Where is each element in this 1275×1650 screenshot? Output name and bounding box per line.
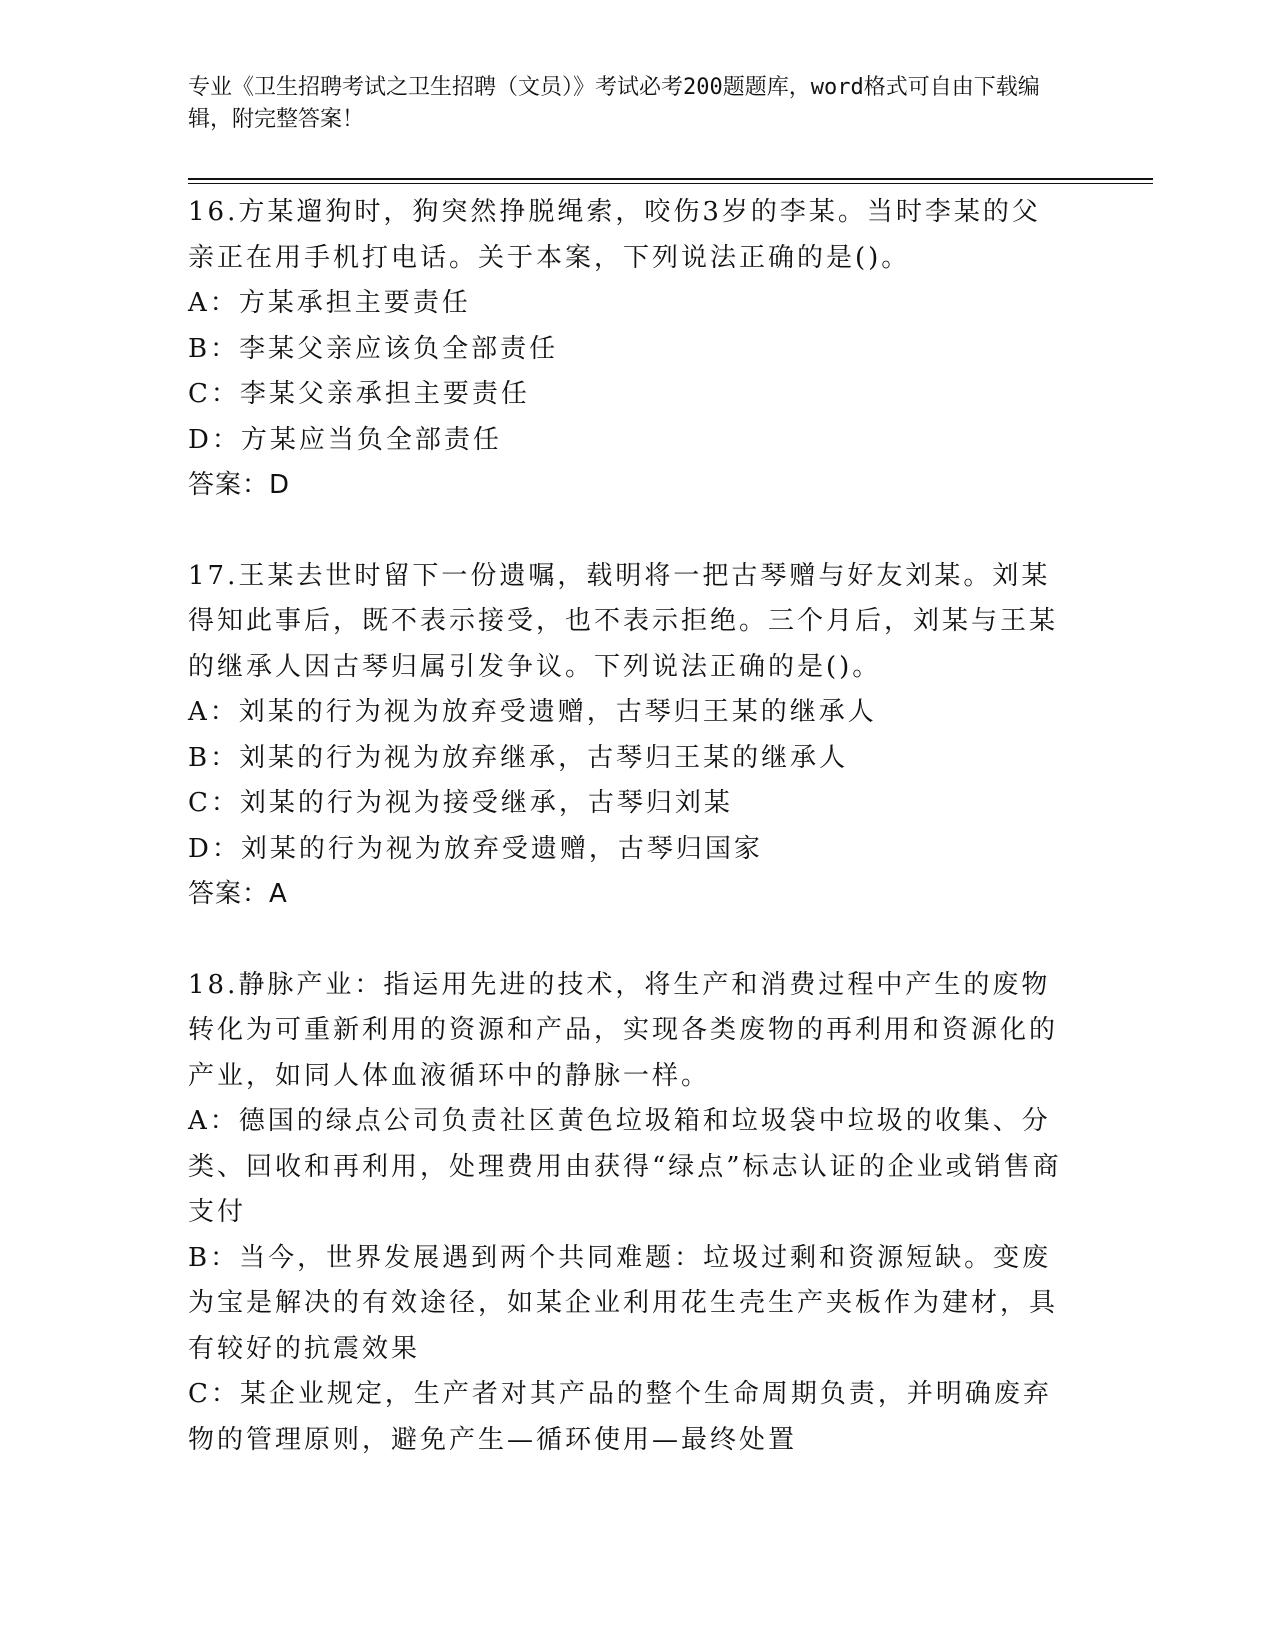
question-spacer [188,918,1068,963]
option-d: D：方某应当负全部责任 [188,424,502,455]
question-stem: 16.方某遛狗时，狗突然挣脱绳索，咬伤3岁的李某。当时李某的父亲正在用手机打电话。关于本案，下列说法正确的是()。 [188,197,1041,273]
question-18 [188,963,1068,1464]
option-b: B：当今，世界发展遇到两个共同难题：垃圾过剩和资源短缺。变废为宝是解决的有效途径，如某企业利用花生壳生产夹板作为建材，具有较好的抗震效果 [188,1242,1059,1364]
answer: 答案：D [188,470,291,500]
option-a: A：刘某的行为视为放弃受遗赠，古琴归王某的继承人 [188,697,877,727]
document-header: 专业《卫生招聘考试之卫生招聘（文员）》考试必考200题题库，word格式可自由下载编辑，附完整答案！ [188,75,1040,132]
question-stem: 17.王某去世时留下一份遗嘱，载明将一把古琴赠与好友刘某。刘某得知此事后，既不表示接受，也不表示拒绝。三个月后，刘某与王某的继承人因古琴归属引发争议。下列说法正确的是()。 [188,560,1059,682]
question-16 [188,190,1068,509]
option-c: C：某企业规定，生产者对其产品的整个生命周期负责，并明确废弃物的管理原则，避免产生—循环使用—最终处置 [188,1379,1052,1455]
option-d: D：刘某的行为视为放弃受遗赠，古琴归国家 [188,833,763,864]
option-c: C：刘某的行为视为接受继承，古琴归刘某 [188,788,733,818]
question-17 [188,554,1068,918]
question-stem: 18.静脉产业：指运用先进的技术，将生产和消费过程中产生的废物转化为可重新利用的资源和产品，实现各类废物的再利用和资源化的产业，如同人体血液循环中的静脉一样。 [188,969,1059,1091]
option-b: B：刘某的行为视为放弃继承，古琴归王某的继承人 [188,742,849,773]
header-divider-thin [188,183,1153,184]
question-list [188,190,1068,1463]
answer: 答案：A [188,879,288,909]
option-c: C：李某父亲承担主要责任 [188,379,530,409]
question-spacer [188,509,1068,554]
option-a: A：德国的绿点公司负责社区黄色垃圾箱和垃圾袋中垃圾的收集、分类、回收和再利用，处理费用由获得“绿点”标志认证的企业或销售商支付 [188,1106,1062,1227]
option-b: B：李某父亲应该负全部责任 [188,333,559,364]
option-a: A：方某承担主要责任 [188,288,471,318]
header-divider [188,178,1153,180]
